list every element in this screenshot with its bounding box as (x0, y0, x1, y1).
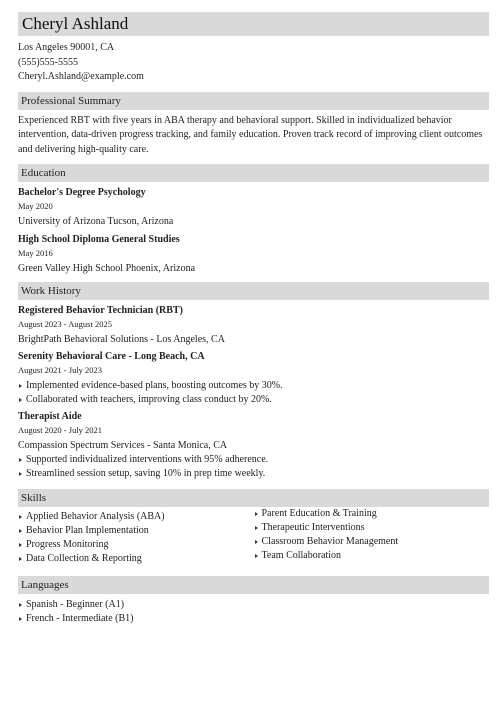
job-bullets (18, 379, 489, 407)
education-section (18, 182, 489, 276)
degree-title: High School Diploma General Studies (18, 234, 180, 245)
language-item: Spanish - Beginner (A1) (18, 598, 489, 612)
job-entry (18, 350, 489, 407)
job-title: Serenity Behavioral Care - Long Beach, CA (18, 351, 205, 362)
contact-block (18, 36, 489, 85)
candidate-name: Cheryl Ashland (22, 14, 129, 33)
school-name: University of Arizona Tucson, Arizona (18, 216, 174, 227)
job-bullets (18, 453, 489, 481)
name-header-bar (18, 12, 489, 36)
education-date: May 2020 (18, 201, 53, 211)
education-heading: Education (18, 164, 489, 182)
skill-item: Team Collaboration (254, 549, 490, 563)
summary-heading: Professional Summary (18, 92, 489, 110)
job-date: August 2021 - July 2023 (18, 365, 103, 375)
skills-column-right (254, 507, 490, 566)
job-bullet: Collaborated with teachers, improving class conduct by 20%. (18, 393, 489, 407)
contact-address: Los Angeles 90001, CA (18, 42, 115, 53)
job-date: August 2023 - August 2025 (18, 319, 112, 329)
education-entry (18, 186, 489, 229)
resume-page (18, 12, 489, 626)
skills-column-left (18, 510, 254, 566)
skill-item: Behavior Plan Implementation (18, 524, 254, 538)
languages-heading: Languages (18, 576, 489, 594)
language-item: French - Intermediate (B1) (18, 612, 489, 626)
school-name: Green Valley High School Phoenix, Arizona (18, 263, 196, 274)
skill-item: Parent Education & Training (254, 507, 490, 521)
work-history-heading: Work History (18, 282, 489, 300)
summary-text: Experienced RBT with five years in ABA therapy and behavioral support. Skilled in individualized behavior intervention, data-driven progress tracking, and family education. Proven track record of improving client outcomes and delivering high-quality care. (18, 114, 483, 155)
job-company: BrightPath Behavioral Solutions - Los Angeles, CA (18, 334, 225, 345)
skill-item: Data Collection & Reporting (18, 552, 254, 566)
work-history-section (18, 300, 489, 481)
job-bullet: Supported individualized interventions with 95% adherence. (18, 453, 489, 467)
job-entry (18, 304, 489, 347)
education-date: May 2016 (18, 248, 53, 258)
languages-section (18, 594, 489, 626)
job-bullet: Streamlined session setup, saving 10% in prep time weekly. (18, 467, 489, 481)
skills-heading: Skills (18, 489, 489, 507)
job-company: Compassion Spectrum Services - Santa Monica, CA (18, 440, 228, 451)
skill-item: Progress Monitoring (18, 538, 254, 552)
job-bullet: Implemented evidence-based plans, boosting outcomes by 30%. (18, 379, 489, 393)
contact-phone: (555)555-5555 (18, 56, 78, 68)
job-entry (18, 410, 489, 481)
skill-item: Therapeutic Interventions (254, 521, 490, 535)
skill-item: Classroom Behavior Management (254, 535, 490, 549)
job-date: August 2020 - July 2021 (18, 425, 103, 435)
degree-title: Bachelor's Degree Psychology (18, 187, 146, 198)
skill-item: Applied Behavior Analysis (ABA) (18, 510, 254, 524)
skills-section (18, 507, 489, 566)
job-title: Registered Behavior Technician (RBT) (18, 305, 183, 316)
education-entry (18, 233, 489, 276)
job-title: Therapist Aide (18, 411, 82, 422)
contact-email: Cheryl.Ashland@example.com (18, 71, 144, 82)
